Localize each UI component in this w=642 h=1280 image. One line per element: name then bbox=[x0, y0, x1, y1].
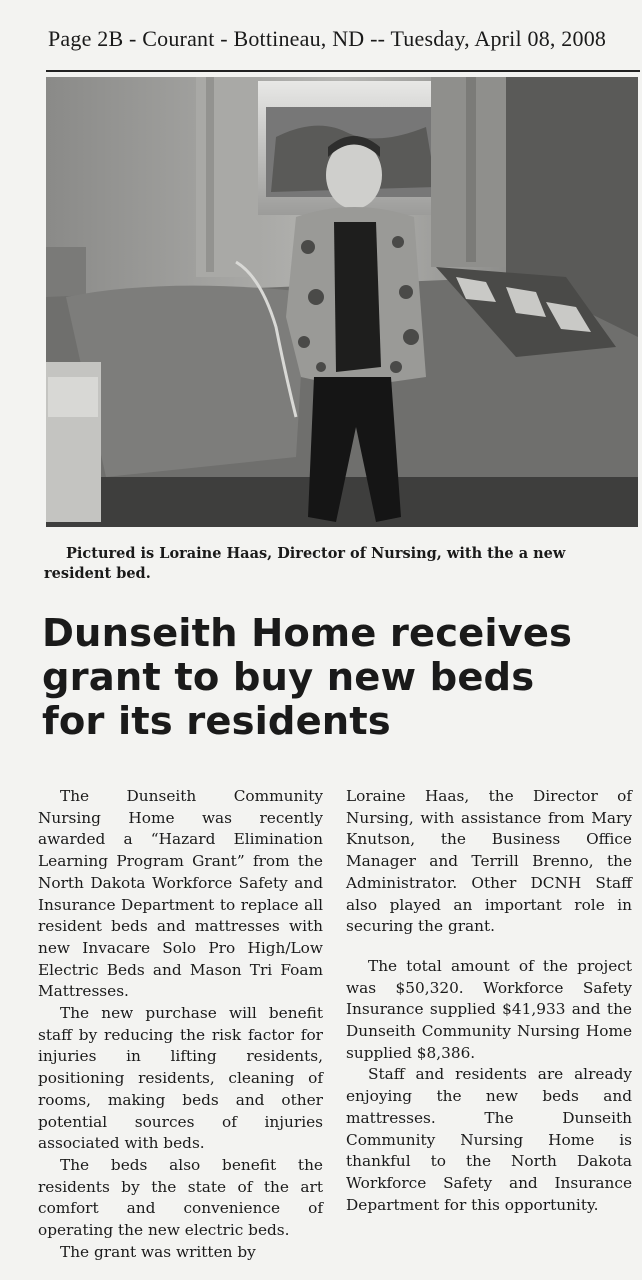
headline-line-2: grant to buy new beds bbox=[42, 655, 535, 700]
article-column-right bbox=[346, 786, 632, 1216]
headline-line-3: for its residents bbox=[42, 699, 391, 744]
article-paragraph: Loraine Haas, the Director of Nursing, with assistance from Mary Knutson, the Business Office Manager and Terrill Brenno, the Administrator. Other DCNH Staff also played an important role in securing the grant. bbox=[346, 787, 632, 936]
article-paragraph: Staff and residents are already enjoying the new beds and mattresses. The Dunseith Community Nursing Home is thankful to the North Dakota Workforce Safety and Insurance Department for this opportunity. bbox=[346, 1065, 632, 1214]
photo-caption bbox=[44, 544, 638, 584]
photo-director-with-bed-icon bbox=[46, 77, 638, 527]
article-paragraph: The new purchase will benefit staff by reducing the risk factor for injuries in lifting residents, positioning residents, cleaning of rooms, making beds and other potential sources of injuries associated with beds. bbox=[38, 1004, 323, 1153]
article-paragraph: The Dunseith Community Nursing Home was recently awarded a “Hazard Elimination Learning Program Grant” from the North Dakota Workforce Safety and Insurance Department to replace all resident beds and mattresses with new Invacare Solo Pro High/Low Electric Beds and Mason Tri Foam Mattresses. bbox=[38, 787, 323, 1001]
article-paragraph: The grant was written by bbox=[60, 1242, 256, 1261]
caption-line-1: Pictured is Loraine Haas, Director of Nursing, with the a new bbox=[66, 545, 566, 562]
article-paragraph: The beds also benefit the residents by the state of the art comfort and convenience of operating the new electric beds. bbox=[38, 1155, 323, 1240]
news-photo bbox=[46, 77, 638, 527]
article-column-left bbox=[38, 786, 323, 1263]
masthead: Page 2B - Courant - Bottineau, ND -- Tuesday, April 08, 2008 bbox=[48, 26, 607, 51]
headline-line-1: Dunseith Home receives bbox=[42, 611, 573, 656]
masthead-rule bbox=[46, 70, 640, 72]
article-paragraph: The total amount of the project was $50,320. Workforce Safety Insurance supplied $41,933 and the Dunseith Community Nursing Home supplied $8,386. bbox=[346, 956, 632, 1062]
caption-line-2: resident bed. bbox=[44, 565, 151, 582]
headline bbox=[42, 612, 640, 744]
